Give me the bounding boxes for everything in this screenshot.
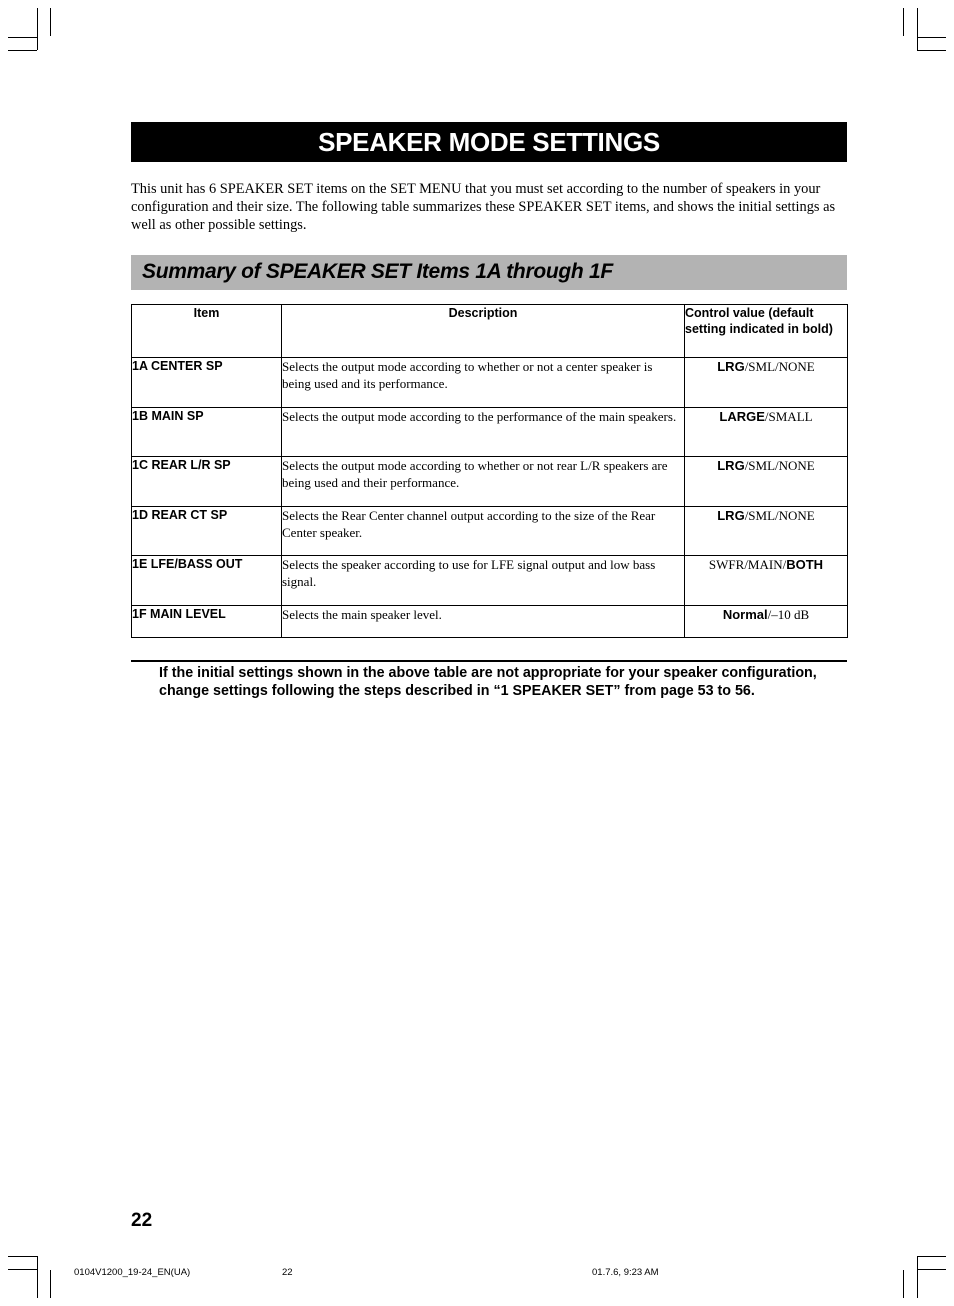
value-post: /SML/NONE (744, 507, 815, 523)
section-title: Summary of SPEAKER SET Items 1A through 1F (142, 260, 613, 283)
crop-mark (8, 37, 37, 38)
page-title: SPEAKER MODE SETTINGS (131, 122, 847, 162)
value-pre: SWFR/MAIN/ (708, 557, 787, 572)
control-value-cell (685, 358, 848, 408)
table-row (132, 605, 848, 637)
crop-mark (917, 8, 918, 50)
crop-mark (903, 1270, 904, 1298)
header-description: Description (282, 305, 685, 358)
value-post: /SML/NONE (744, 458, 815, 473)
description-cell: Selects the output mode according to whether or not rear L/R speakers are being used and their performance. (282, 457, 685, 507)
header-control-value: Control value (default setting indicated in bold) (685, 305, 848, 358)
crop-mark (917, 37, 946, 38)
value-post: /SML/NONE (744, 359, 815, 374)
crop-mark (903, 8, 904, 36)
item-cell: 1D REAR CT SP (132, 506, 282, 556)
section-header (131, 255, 847, 290)
header-item: Item (132, 305, 282, 358)
item-cell: 1B MAIN SP (132, 407, 282, 457)
table-row (132, 506, 848, 556)
footer-timestamp: 01.7.6, 9:23 AM (592, 1267, 659, 1278)
crop-mark (917, 50, 946, 51)
crop-mark (50, 1270, 51, 1298)
crop-mark (8, 1256, 37, 1257)
description-cell: Selects the main speaker level. (282, 605, 685, 637)
item-cell: 1C REAR L/R SP (132, 457, 282, 507)
description-cell: Selects the output mode according to the performance of the main speakers. (282, 407, 685, 457)
control-value-cell (685, 556, 848, 606)
item-cell: 1E LFE/BASS OUT (132, 556, 282, 606)
default-value: LARGE (719, 408, 765, 424)
footer-file: 0104V1200_19-24_EN(UA) (74, 1267, 191, 1278)
page-number: 22 (131, 1210, 153, 1231)
default-value: BOTH (786, 557, 824, 572)
table-row (132, 358, 848, 408)
control-value-cell (685, 506, 848, 556)
control-value-cell (685, 457, 848, 507)
note-text: If the initial settings shown in the above table are not appropriate for your speaker configuration, change settings following the steps described in “1 SPEAKER SET” from page 53 to 56. (159, 665, 817, 699)
default-value: LRG (717, 458, 745, 473)
item-cell: 1A CENTER SP (132, 358, 282, 408)
description-cell: Selects the output mode according to whether or not a center speaker is being used and its performance. (282, 358, 685, 408)
crop-mark (917, 1269, 946, 1270)
table-row (132, 457, 848, 507)
note-divider (131, 660, 847, 662)
crop-mark (37, 8, 38, 50)
description-cell: Selects the speaker according to use for LFE signal output and low bass signal. (282, 556, 685, 606)
footer-page: 22 (282, 1267, 293, 1278)
speaker-set-table (131, 304, 848, 638)
table-row (132, 556, 848, 606)
crop-mark (37, 1256, 38, 1298)
crop-mark (50, 8, 51, 36)
crop-mark (917, 1256, 918, 1298)
default-value: LRG (717, 359, 745, 374)
crop-mark (8, 1269, 37, 1270)
value-post: /–10 dB (767, 606, 810, 622)
control-value-cell (685, 605, 848, 637)
control-value-cell (685, 407, 848, 457)
crop-mark (917, 1256, 946, 1257)
crop-mark (8, 50, 37, 51)
item-cell: 1F MAIN LEVEL (132, 605, 282, 637)
table-row (132, 407, 848, 457)
intro-paragraph: This unit has 6 SPEAKER SET items on the SET MENU that you must set according to the number of speakers in your configuration and their size. The following table summarizes these SPEAKER SET items, and shows the initial settings as well as other possible settings. (131, 181, 836, 233)
default-value: Normal (722, 606, 768, 622)
default-value: LRG (717, 507, 745, 523)
description-cell: Selects the Rear Center channel output according to the size of the Rear Center speaker. (282, 506, 685, 556)
value-post: /SMALL (764, 408, 813, 424)
